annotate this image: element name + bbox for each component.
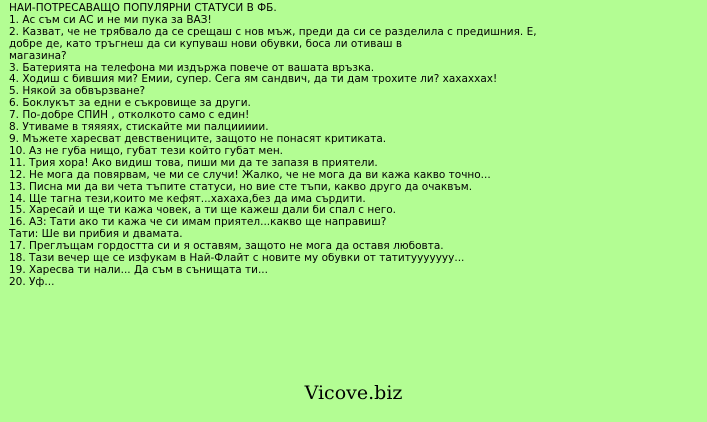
list-item: 1. Ас съм си АС и не ми пука за ВАЗ!	[9, 14, 212, 26]
list-item: 12. Не мога да повярвам, че ми се случи! Жалко, че не мога да ви кажа какво точно...	[9, 169, 491, 181]
page-title: НАЙ-ПОТРЕСАВАЩО ПОПУЛЯРНИ СТАТУСИ В ФБ.	[9, 3, 277, 14]
list-item: 14. Ще тагна тези,които ме кефят...хахаха,без да има сърдити.	[9, 193, 366, 205]
list-item: 5. Някой за обвързване?	[9, 86, 146, 98]
list-item: 2. Казват, че не трябвало да се срещаш с нов мъж, преди да си се разделила с предишния. Е,	[9, 26, 537, 38]
list-item: 13. Писна ми да ви чета тъпите статуси, но вие сте тъпи, какво друго да очаквъм.	[9, 181, 473, 193]
list-item: 16. АЗ: Тати ако ти кажа че си имам приятел...какво ще направиш?	[9, 217, 387, 229]
list-item: 18. Тази вечер ще се изфукам в Най-Флайт с новите му обувки от татитууууууу...	[9, 253, 465, 265]
list-item: 4. Ходиш с бившия ми? Емии, супер. Сега ям сандвич, да ти дам трохите ли? хахаххах!	[9, 74, 498, 86]
list-item: 3. Батерията на телефона ми издържа повече от вашата връзка.	[9, 62, 375, 74]
list-item: 20. Уф...	[9, 276, 55, 288]
list-item: 9. Мъжете харесват девствениците, защото не понасят критиката.	[9, 133, 387, 145]
list-item: Тати: Ше ви прибия и двамата.	[9, 229, 183, 241]
list-item: 10. Аз не губа нищо, губат тези който губат мен.	[9, 145, 284, 157]
list-item: 11. Трия хора! Ако видиш това, пиши ми да те запазя в приятели.	[9, 157, 378, 169]
list-item: 7. По-добре СПИН , отколкото само с един!	[9, 110, 250, 122]
list-item: 8. Утиваме в тяяяях, стискайте ми палциииии.	[9, 122, 269, 134]
list-item: 17. Преглъщам гордостта си и я оставям, защото не мога да оставя любовта.	[9, 241, 444, 253]
list-item: 15. Харесай и ще ти кажа човек, а ти ще кажеш дали би спал с него.	[9, 205, 397, 217]
list-item: 6. Боклукът за едни е съкровище за други.	[9, 98, 251, 110]
list-item: 19. Харесва ти нали... Да съм в сънищата ти...	[9, 264, 268, 276]
list-item: добре де, като тръгнеш да си купуваш нови обувки, боса ли отиваш в	[9, 38, 403, 50]
list-item: магазина?	[9, 50, 67, 62]
status-list	[9, 3, 701, 289]
site-watermark: Vicove.biz	[304, 382, 403, 404]
